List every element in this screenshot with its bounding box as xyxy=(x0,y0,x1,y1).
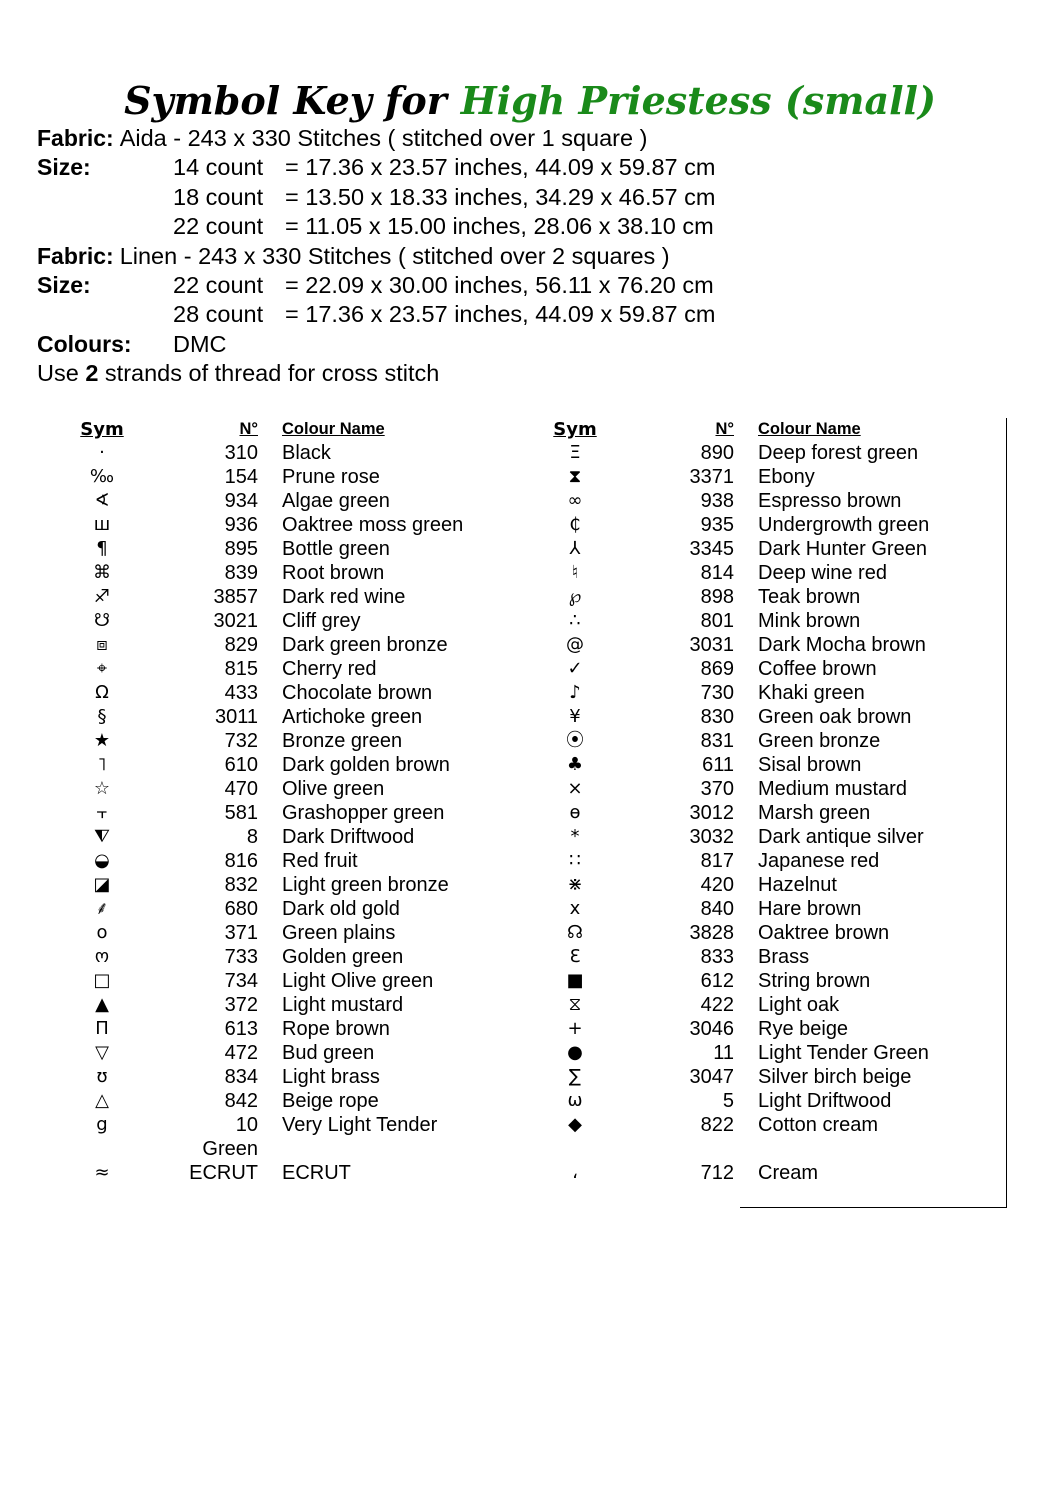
colours-row xyxy=(37,330,1037,359)
table-row xyxy=(538,537,958,561)
colour-name-cell: Cream xyxy=(758,1162,819,1184)
colour-name-cell: Green oak brown xyxy=(758,706,912,728)
symbol-cell: ˥ xyxy=(97,754,107,775)
symbol-cell: ₵ xyxy=(569,514,581,535)
dmc-number-cell: 612 xyxy=(700,970,734,992)
table-row xyxy=(66,1065,482,1089)
table-row xyxy=(66,945,482,969)
table-row xyxy=(66,441,482,465)
dmc-number-cell: 613 xyxy=(224,1018,258,1040)
symbol-cell: + xyxy=(567,1018,583,1039)
colour-name-cell: Bud green xyxy=(282,1042,375,1064)
header-sym: Sym xyxy=(553,419,597,440)
colour-name-cell: Prune rose xyxy=(282,466,380,488)
dmc-number-cell: 712 xyxy=(700,1162,734,1184)
symbol-cell: * xyxy=(570,826,580,847)
table-header-row xyxy=(538,418,958,441)
dmc-number-cell: 832 xyxy=(224,874,258,896)
colour-name-cell: Deep forest green xyxy=(758,442,919,464)
dmc-number-cell: 730 xyxy=(700,682,734,704)
colour-name-cell: Light Olive green xyxy=(282,970,434,992)
header-num: N° xyxy=(715,420,734,438)
colour-name-cell: Hare brown xyxy=(758,898,862,920)
symbol-cell: ⦿ xyxy=(566,730,584,751)
symbol-table-left xyxy=(66,418,482,1185)
colour-name-cell: Dark Hunter Green xyxy=(758,538,927,560)
size-dims: = 22.09 x 30.00 inches, 56.11 x 76.20 cm xyxy=(285,271,714,298)
table-row xyxy=(66,849,482,873)
table-row xyxy=(538,489,958,513)
title-prefix: Symbol Key for xyxy=(124,78,447,123)
table-row xyxy=(66,801,482,825)
colour-name-cell: Very Light Tender xyxy=(282,1114,438,1136)
table-body-right xyxy=(538,441,958,1185)
dmc-number-cell: 814 xyxy=(700,562,734,584)
symbol-cell: ⨯ xyxy=(567,778,583,799)
dmc-number-cell: 935 xyxy=(700,514,734,536)
symbol-cell: ∑ xyxy=(568,1066,582,1087)
symbol-cell: ♣ xyxy=(566,754,584,775)
colour-name-cell: Rye beige xyxy=(758,1018,849,1040)
table-row xyxy=(66,705,482,729)
symbol-cell: ⌖ xyxy=(96,658,108,679)
colour-name-cell: Root brown xyxy=(282,562,385,584)
colour-name-cell: Dark Driftwood xyxy=(282,826,415,848)
table-row xyxy=(538,609,958,633)
size-count: 22 count xyxy=(173,213,264,240)
size-row xyxy=(37,212,1037,241)
symbol-cell: ✓ xyxy=(567,658,583,679)
table-row xyxy=(66,537,482,561)
dmc-number-cell: 801 xyxy=(700,610,734,632)
dmc-number-cell: 310 xyxy=(224,442,258,464)
colour-name-cell: Teak brown xyxy=(758,586,861,608)
page-title xyxy=(0,76,1060,126)
symbol-cell: · xyxy=(99,442,105,463)
colour-name-cell: Deep wine red xyxy=(758,562,887,584)
table-row xyxy=(66,1017,482,1041)
dmc-number-cell: 680 xyxy=(224,898,258,920)
table-row xyxy=(538,1113,958,1137)
strands-suffix: strands of thread for cross stitch xyxy=(98,360,440,387)
dmc-number-cell: 5 xyxy=(722,1090,734,1112)
symbol-cell: ⧖ xyxy=(568,994,582,1015)
table-row xyxy=(538,777,958,801)
symbol-cell: ∷ xyxy=(569,850,581,871)
symbol-cell: Ɛ xyxy=(569,946,581,967)
table-row xyxy=(538,1041,958,1065)
symbol-cell: ⧈ xyxy=(96,634,108,655)
strands-prefix: Use xyxy=(37,360,86,387)
symbol-cell: ♪ xyxy=(569,682,581,703)
size-dims: = 17.36 x 23.57 inches, 44.09 x 59.87 cm xyxy=(285,301,716,328)
table-row xyxy=(538,849,958,873)
colour-name-cell: Hazelnut xyxy=(758,874,837,896)
colour-name-cell: Bottle green xyxy=(282,538,390,560)
symbol-cell: ⧗ xyxy=(568,466,582,487)
fabric-aida-text: Aida - 243 x 330 Stitches ( stitched over 1 square ) xyxy=(119,125,648,151)
dmc-number-cell: 833 xyxy=(700,946,734,968)
table-row xyxy=(538,825,958,849)
table-row xyxy=(66,969,482,993)
table-row xyxy=(66,753,482,777)
dmc-number-cell: 817 xyxy=(700,850,734,872)
table-row xyxy=(66,1089,482,1113)
dmc-number-cell: 371 xyxy=(224,922,258,944)
colour-name-cell: Silver birch beige xyxy=(758,1066,912,1088)
dmc-number-cell: Green xyxy=(202,1138,258,1160)
colour-name-cell: Mink brown xyxy=(758,610,861,632)
colour-name-cell: Cherry red xyxy=(282,658,377,680)
colour-name-cell: Beige rope xyxy=(282,1090,379,1112)
size-dims: = 11.05 x 15.00 inches, 28.06 x 38.10 cm xyxy=(285,213,714,240)
dmc-number-cell: 3047 xyxy=(689,1066,734,1088)
table-row xyxy=(538,441,958,465)
dmc-number-cell: 470 xyxy=(224,778,258,800)
colour-name-cell: Light Tender Green xyxy=(758,1042,929,1064)
table-row xyxy=(66,657,482,681)
symbol-cell: x xyxy=(569,898,581,919)
colour-name-cell: Japanese red xyxy=(758,850,880,872)
colour-name-cell: Oaktree moss green xyxy=(282,514,464,536)
colour-name-cell: Dark green bronze xyxy=(282,634,448,656)
colour-name-cell: Dark old gold xyxy=(282,898,400,920)
dmc-number-cell: 830 xyxy=(700,706,734,728)
dmc-number-cell: 734 xyxy=(224,970,258,992)
dmc-number-cell: 938 xyxy=(700,490,734,512)
size-count: 18 count xyxy=(173,183,264,210)
table-row xyxy=(66,1161,482,1185)
dmc-number-cell: 934 xyxy=(224,490,258,512)
strands-row xyxy=(37,359,1037,388)
table-row xyxy=(66,921,482,945)
dmc-number-cell: 829 xyxy=(224,634,258,656)
dmc-number-cell: 733 xyxy=(224,946,258,968)
symbol-cell: △ xyxy=(95,1090,109,1111)
table-row xyxy=(66,465,482,489)
symbol-cell: ⅄ xyxy=(569,538,581,559)
symbol-cell: Ω xyxy=(95,682,109,703)
colour-name-cell: Grashopper green xyxy=(282,802,445,824)
colour-name-cell: Light mustard xyxy=(282,994,404,1016)
size-row xyxy=(37,271,1037,300)
size-row xyxy=(37,300,1037,329)
colour-name-cell xyxy=(734,1137,958,1161)
header-sym: Sym xyxy=(80,419,124,440)
dmc-number-cell: 611 xyxy=(702,754,734,776)
table-row xyxy=(538,513,958,537)
dmc-number-cell: 420 xyxy=(700,874,734,896)
colour-name-cell: Light Driftwood xyxy=(758,1090,892,1112)
header-name: Colour Name xyxy=(758,420,861,438)
dmc-number-cell: 610 xyxy=(224,754,258,776)
symbol-cell: ∢ xyxy=(94,490,110,511)
symbol-cell: o xyxy=(96,922,108,943)
colour-name-cell: Marsh green xyxy=(758,802,871,824)
symbol-cell: ☊ xyxy=(567,922,583,943)
table-row xyxy=(538,465,958,489)
fabric-linen-text: Linen - 243 x 330 Stitches ( stitched over 2 squares ) xyxy=(119,242,670,269)
dmc-number-cell: 422 xyxy=(700,994,734,1016)
symbol-cell: ω xyxy=(567,1090,583,1111)
colour-name-cell: Golden green xyxy=(282,946,404,968)
table-row xyxy=(538,1161,958,1185)
colour-name-cell: Oaktree brown xyxy=(758,922,890,944)
dmc-number-cell: 154 xyxy=(224,466,258,488)
colour-name-cell: Artichoke green xyxy=(282,706,423,728)
colour-name-cell: Dark antique silver xyxy=(758,826,924,848)
table-row xyxy=(538,585,958,609)
table-row xyxy=(66,993,482,1017)
colour-name-cell: Dark red wine xyxy=(282,586,406,608)
dmc-number-cell: 834 xyxy=(224,1066,258,1088)
colours-value: DMC xyxy=(173,330,227,357)
table-border-right xyxy=(1006,418,1007,1208)
table-row xyxy=(538,873,958,897)
dmc-number-cell: 839 xyxy=(224,562,258,584)
colour-name-cell: Coffee brown xyxy=(758,658,877,680)
symbol-cell: ■ xyxy=(566,970,584,991)
colour-name-cell: Light green bronze xyxy=(282,874,449,896)
symbol-cell: ≈ xyxy=(94,1162,110,1183)
symbol-cell: ⌘ xyxy=(93,562,111,583)
symbol-cell: ♮ xyxy=(571,562,579,583)
symbol-cell: ، xyxy=(572,1162,578,1183)
table-row xyxy=(66,1137,482,1161)
dmc-number-cell: 433 xyxy=(224,682,258,704)
size-count: 14 count xyxy=(173,154,264,181)
table-row xyxy=(538,1089,958,1113)
dmc-number-cell: 581 xyxy=(224,802,258,824)
symbol-cell xyxy=(66,1137,138,1161)
symbol-cell: ¶ xyxy=(96,538,108,559)
dmc-number-cell: 472 xyxy=(224,1042,258,1064)
symbol-cell: ℘ xyxy=(568,586,582,607)
dmc-number-cell: 732 xyxy=(224,730,258,752)
symbol-cell: ⫟ xyxy=(96,802,108,823)
size-row xyxy=(37,153,1037,182)
colour-name-cell: Algae green xyxy=(282,490,390,512)
dmc-number-cell: 936 xyxy=(224,514,258,536)
table-row xyxy=(66,777,482,801)
dmc-number-cell: 3828 xyxy=(689,922,734,944)
table-row xyxy=(66,873,482,897)
colour-name-cell xyxy=(258,1137,482,1161)
symbol-cell: Π xyxy=(95,1018,109,1039)
size-label: Size: xyxy=(37,154,91,181)
dmc-number-cell xyxy=(612,1137,734,1161)
dmc-number-cell: 3032 xyxy=(689,826,734,848)
colour-name-cell: Olive green xyxy=(282,778,385,800)
colour-name-cell: Cotton cream xyxy=(758,1114,879,1136)
symbol-cell: ☆ xyxy=(93,778,111,799)
table-row xyxy=(538,945,958,969)
table-row xyxy=(538,993,958,1017)
dmc-number-cell: 372 xyxy=(224,994,258,1016)
symbol-cell: ▲ xyxy=(95,994,109,1015)
symbol-cell: g xyxy=(96,1114,108,1135)
size-count: 22 count xyxy=(173,271,264,298)
table-row xyxy=(538,1137,958,1161)
table-row xyxy=(66,561,482,585)
table-row xyxy=(538,705,958,729)
pattern-name: High Priestess (small) xyxy=(460,78,936,123)
symbol-cell: ⋇ xyxy=(567,874,583,895)
colour-name-cell: Brass xyxy=(758,946,810,968)
symbol-cell: ◪ xyxy=(93,874,111,895)
colour-name-cell: Dark Mocha brown xyxy=(758,634,926,656)
table-row xyxy=(66,729,482,753)
symbol-cell: ო xyxy=(94,946,110,967)
symbol-cell: ⸙ xyxy=(95,898,109,919)
symbol-cell: @ xyxy=(566,634,584,655)
table-row xyxy=(66,633,482,657)
colour-name-cell: Cliff grey xyxy=(282,610,361,632)
table-row xyxy=(538,729,958,753)
table-row xyxy=(66,1113,482,1137)
symbol-cell xyxy=(538,1137,612,1161)
dmc-number-cell: 890 xyxy=(700,442,734,464)
symbol-cell: ☋ xyxy=(94,610,110,631)
colour-name-cell: Espresso brown xyxy=(758,490,902,512)
colour-name-cell: ECRUT xyxy=(282,1162,351,1184)
dmc-number-cell: 3345 xyxy=(689,538,734,560)
table-row xyxy=(538,921,958,945)
size-label: Size: xyxy=(37,271,91,298)
symbol-cell: ʊ xyxy=(96,1066,108,1087)
dmc-number-cell: 840 xyxy=(700,898,734,920)
symbol-cell: ш xyxy=(93,514,111,535)
table-row xyxy=(538,1065,958,1089)
table-row xyxy=(538,633,958,657)
table-row xyxy=(66,825,482,849)
dmc-number-cell: 3031 xyxy=(689,634,734,656)
dmc-number-cell: 3012 xyxy=(689,802,734,824)
colour-name-cell: Khaki green xyxy=(758,682,865,704)
colour-name-cell: Ebony xyxy=(758,466,815,488)
table-row xyxy=(66,609,482,633)
colours-label: Colours: xyxy=(37,330,132,357)
symbol-cell: ♐ xyxy=(93,586,111,607)
symbol-cell: □ xyxy=(93,970,111,991)
symbol-cell: ∞ xyxy=(567,490,583,511)
colour-name-cell: Green bronze xyxy=(758,730,881,752)
symbol-table-right xyxy=(538,418,958,1185)
table-row xyxy=(66,681,482,705)
dmc-number-cell: 3021 xyxy=(213,610,258,632)
colour-name-cell: Chocolate brown xyxy=(282,682,433,704)
dmc-number-cell: 822 xyxy=(700,1114,734,1136)
table-row xyxy=(66,1041,482,1065)
table-header-row xyxy=(66,418,482,441)
colour-name-cell: Light oak xyxy=(758,994,840,1016)
table-row xyxy=(66,585,482,609)
colour-name-cell: Red fruit xyxy=(282,850,358,872)
dmc-number-cell: ECRUT xyxy=(189,1162,258,1184)
colour-name-cell: Rope brown xyxy=(282,1018,390,1040)
dmc-number-cell: 869 xyxy=(700,658,734,680)
table-row xyxy=(66,513,482,537)
colour-name-cell: Sisal brown xyxy=(758,754,862,776)
colour-name-cell: Light brass xyxy=(282,1066,380,1088)
strands-number: 2 xyxy=(85,360,99,387)
dmc-number-cell: 895 xyxy=(224,538,258,560)
table-row xyxy=(538,969,958,993)
size-dims: = 17.36 x 23.57 inches, 44.09 x 59.87 cm xyxy=(285,154,716,181)
dmc-number-cell: 3857 xyxy=(213,586,258,608)
table-row xyxy=(538,753,958,777)
colour-name-cell: Bronze green xyxy=(282,730,403,752)
table-row xyxy=(538,801,958,825)
colour-name-cell: Green plains xyxy=(282,922,396,944)
symbol-cell: § xyxy=(97,706,107,727)
fabric-aida-row xyxy=(37,124,1037,153)
size-count: 28 count xyxy=(173,301,264,328)
symbol-cell: ∴ xyxy=(569,610,581,631)
symbol-cell: ◆ xyxy=(568,1114,582,1135)
colour-name-cell: Dark golden brown xyxy=(282,754,450,776)
dmc-number-cell: 3011 xyxy=(214,706,258,728)
colour-name-cell: Medium mustard xyxy=(758,778,907,800)
dmc-number-cell: 842 xyxy=(224,1090,258,1112)
dmc-number-cell: 8 xyxy=(246,826,258,848)
symbol-cell: ɵ xyxy=(569,802,581,823)
colour-name-cell: Undergrowth green xyxy=(758,514,930,536)
fabric-info xyxy=(37,124,1037,389)
fabric-label: Fabric: xyxy=(37,242,114,269)
table-row xyxy=(538,681,958,705)
symbol-cell: ● xyxy=(567,1042,583,1063)
header-num: N° xyxy=(239,420,258,438)
colour-name-cell: String brown xyxy=(758,970,871,992)
fabric-linen-row xyxy=(37,242,1037,271)
table-row xyxy=(66,489,482,513)
symbol-cell: ‰ xyxy=(89,466,115,487)
dmc-number-cell: 3371 xyxy=(689,466,734,488)
table-border-bottom xyxy=(740,1207,1007,1208)
header-name: Colour Name xyxy=(282,420,385,438)
colour-name-cell: Black xyxy=(282,442,331,464)
dmc-number-cell: 3046 xyxy=(689,1018,734,1040)
table-row xyxy=(538,561,958,585)
symbol-cell: Ξ xyxy=(569,442,581,463)
table-row xyxy=(538,897,958,921)
size-row xyxy=(37,183,1037,212)
symbol-cell: ◒ xyxy=(94,850,110,871)
symbol-cell: ▽ xyxy=(95,1042,109,1063)
dmc-number-cell: 815 xyxy=(224,658,258,680)
size-dims: = 13.50 x 18.33 inches, 34.29 x 46.57 cm xyxy=(285,183,716,210)
dmc-number-cell: 816 xyxy=(224,850,258,872)
table-row xyxy=(538,657,958,681)
dmc-number-cell: 898 xyxy=(700,586,734,608)
table-body-left xyxy=(66,441,482,1185)
symbol-cell: ¥ xyxy=(569,706,581,727)
symbol-cell: ★ xyxy=(93,730,111,751)
fabric-label: Fabric: xyxy=(37,125,114,151)
table-row xyxy=(538,1017,958,1041)
dmc-number-cell: 11 xyxy=(713,1042,734,1064)
dmc-number-cell: 370 xyxy=(700,778,734,800)
dmc-number-cell: 831 xyxy=(700,730,734,752)
dmc-number-cell: 10 xyxy=(235,1114,258,1136)
table-row xyxy=(66,897,482,921)
symbol-cell: ⧨ xyxy=(93,826,111,847)
